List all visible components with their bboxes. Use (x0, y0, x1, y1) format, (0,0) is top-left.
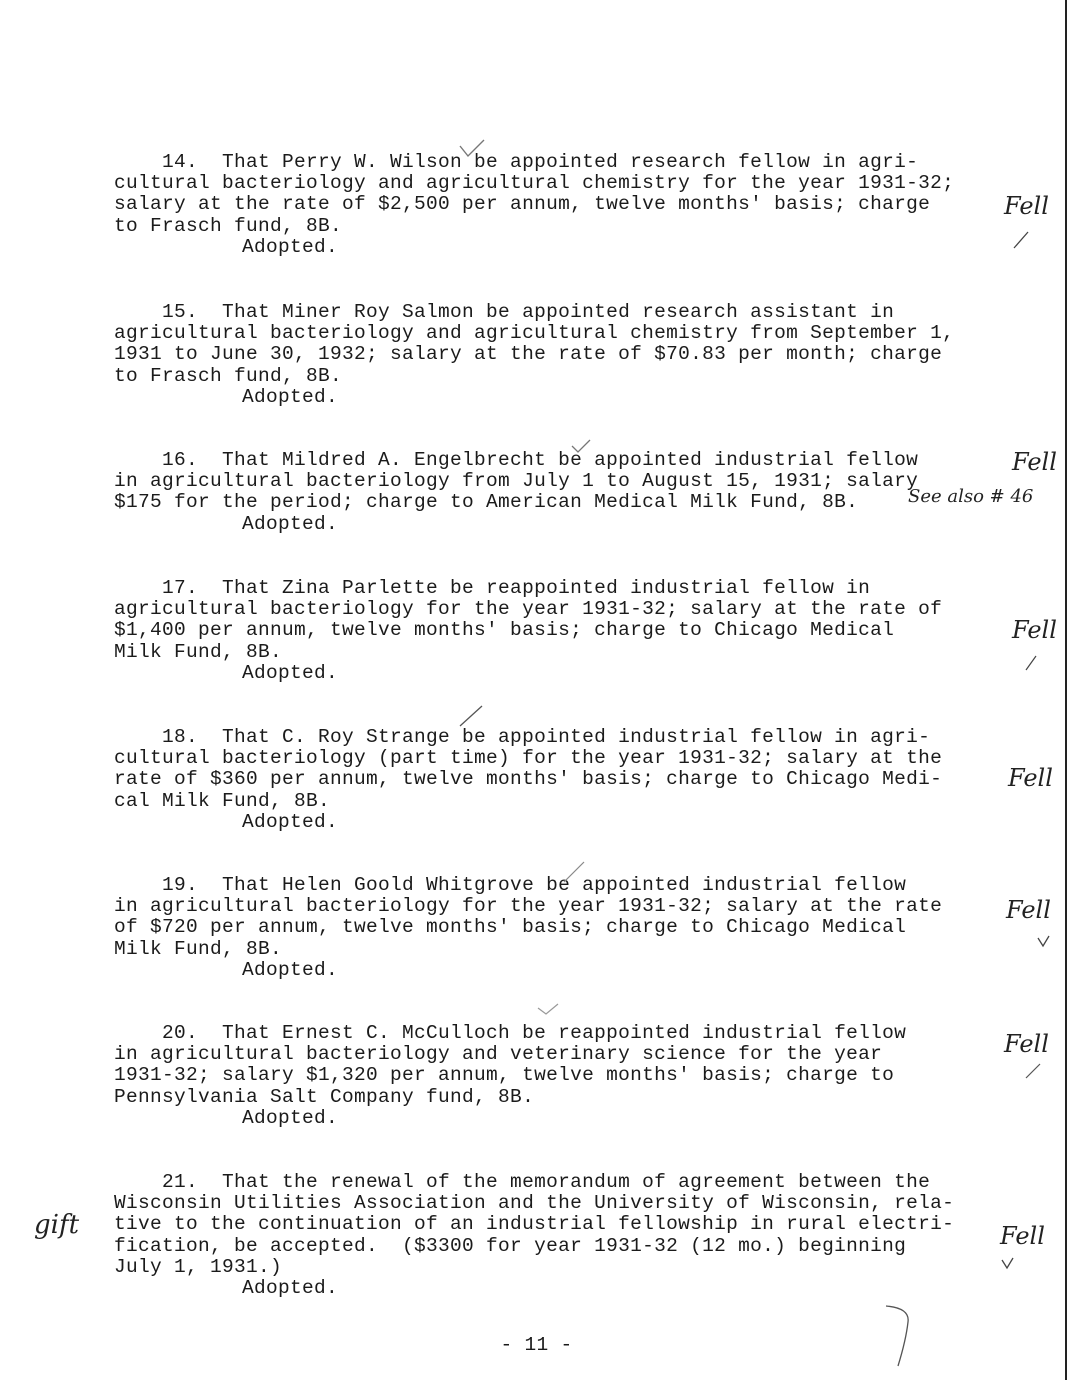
item-line: 1931-32; salary $1,320 per annum, twelve months' basis; charge to (114, 1064, 895, 1087)
item-line: 17. That Zina Parlette be reappointed industrial fellow in (114, 577, 871, 599)
item-line: Wisconsin Utilities Association and the University of Wisconsin, rela- (114, 1192, 955, 1215)
item-line: of $720 per annum, twelve months' basis; charge to Chicago Medical (114, 916, 907, 939)
adopted-label: Adopted. (242, 1276, 339, 1299)
margin-note: Fell (1000, 1222, 1045, 1250)
item-line: in agricultural bacteriology and veterinary science for the year (114, 1043, 883, 1066)
resolution-item-18 (114, 727, 994, 833)
item-line: 20. That Ernest C. McCulloch be reappointed industrial fellow (114, 1022, 907, 1044)
margin-tick-icon (1012, 228, 1032, 250)
item-line: 14. That Perry W. Wilson be appointed research fellow in agri- (114, 151, 919, 173)
margin-tick-icon (1000, 1256, 1016, 1272)
adopted-label: Adopted. (242, 385, 339, 408)
resolution-item-17 (114, 578, 994, 684)
margin-note: Fell (1008, 764, 1053, 792)
item-line: 1931 to June 30, 1932; salary at the rate of $70.83 per month; charge (114, 343, 943, 366)
adopted-label: Adopted. (242, 810, 339, 833)
item-line: rate of $360 per annum, twelve months' basis; charge to Chicago Medi- (114, 768, 943, 791)
item-line: Milk Fund, 8B. (114, 937, 283, 960)
item-line: $1,400 per annum, twelve months' basis; charge to Chicago Medical (114, 619, 895, 642)
item-line: 18. That C. Roy Strange be appointed industrial fellow in agri- (114, 726, 931, 748)
check-mark-icon (536, 1002, 560, 1018)
check-mark-icon (560, 858, 588, 886)
item-line: fication, be accepted. ($3300 for year 1931-32 (12 mo.) beginning (114, 1234, 907, 1257)
item-line: Pennsylvania Salt Company fund, 8B. (114, 1085, 535, 1108)
item-line: July 1, 1931.) (114, 1255, 283, 1278)
check-mark-icon (458, 138, 488, 160)
item-line: to Frasch fund, 8B. (114, 364, 343, 387)
adopted-label: Adopted. (242, 1106, 339, 1129)
margin-note: Fell (1012, 616, 1057, 644)
item-line: to Frasch fund, 8B. (114, 214, 343, 237)
item-line: salary at the rate of $2,500 per annum, twelve months' basis; charge (114, 193, 931, 216)
resolution-item-14 (114, 152, 994, 258)
resolution-item-19 (114, 875, 994, 981)
item-line: cal Milk Fund, 8B. (114, 789, 331, 812)
item-line: in agricultural bacteriology from July 1 to August 15, 1931; salary (114, 470, 919, 493)
item-line: 21. That the renewal of the memorandum of agreement between the (114, 1171, 931, 1193)
adopted-label: Adopted. (242, 958, 339, 981)
margin-note: Fell (1006, 896, 1051, 924)
item-line: cultural bacteriology (part time) for the year 1931-32; salary at the (114, 747, 943, 770)
check-mark-icon (456, 702, 486, 732)
resolution-item-20 (114, 1023, 994, 1129)
margin-tick-icon (1036, 934, 1052, 950)
page-edge (1065, 0, 1067, 1380)
item-line: 19. That Helen Goold Whitgrove be appointed industrial fellow (114, 874, 907, 896)
item-line: Milk Fund, 8B. (114, 640, 283, 663)
margin-note-see-also: See also # 46 (908, 486, 1034, 507)
adopted-label: Adopted. (242, 512, 339, 535)
margin-note: Fell (1012, 448, 1057, 476)
margin-tick-icon (1024, 1060, 1044, 1080)
margin-tick-icon (1024, 652, 1040, 672)
item-line: tive to the continuation of an industrial fellowship in rural electri- (114, 1213, 955, 1236)
check-mark-icon (570, 438, 594, 456)
margin-note: Fell (1004, 192, 1049, 220)
resolution-item-21 (114, 1172, 994, 1299)
item-line: 15. That Miner Roy Salmon be appointed research assistant in (114, 301, 895, 323)
item-line: 16. That Mildred A. Engelbrecht be appointed industrial fellow (114, 449, 919, 471)
page-number: - 11 - (500, 1334, 573, 1356)
item-line: agricultural bacteriology and agricultural chemistry from September 1, (114, 322, 955, 345)
item-line: cultural bacteriology and agricultural chemistry for the year 1931-32; (114, 172, 955, 195)
margin-note: Fell (1004, 1030, 1049, 1058)
margin-note-left: gift (34, 1210, 80, 1240)
adopted-label: Adopted. (242, 235, 339, 258)
adopted-label: Adopted. (242, 661, 339, 684)
item-line: $175 for the period; charge to American Medical Milk Fund, 8B. (114, 491, 859, 514)
resolution-item-16 (114, 450, 994, 535)
resolution-item-15 (114, 302, 994, 408)
item-line: agricultural bacteriology for the year 1931-32; salary at the rate of (114, 598, 943, 621)
item-line: in agricultural bacteriology for the year 1931-32; salary at the rate (114, 895, 943, 918)
